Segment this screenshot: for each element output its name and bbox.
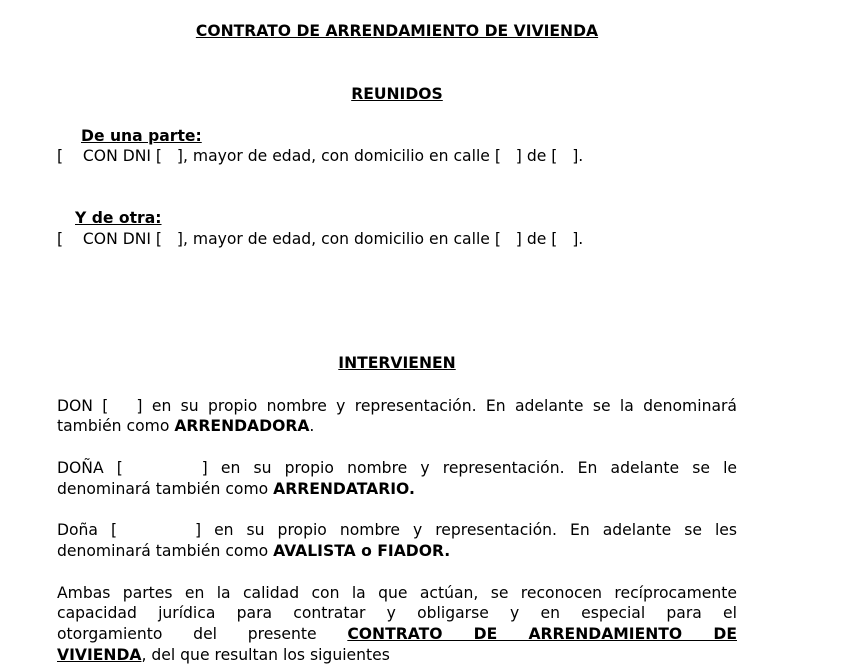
paragraph-ambas-line3: [57, 624, 737, 644]
text-span: denominará también como: [57, 542, 274, 560]
reunidos-heading: REUNIDOS: [351, 85, 443, 103]
party2-label: Y de otra:: [75, 209, 162, 227]
paragraph-arrendatario-line2: [57, 479, 415, 499]
party2-text: [ CON DNI [ ], mayor de edad, con domicilio en calle [ ] de [ ].: [57, 230, 584, 248]
avalista-term: AVALISTA o FIADOR.: [273, 542, 451, 560]
contract-title-ref-cont: VIVIENDA: [57, 646, 142, 664]
text-span: también como: [57, 417, 175, 435]
party1-text: [ CON DNI [ ], mayor de edad, con domicilio en calle [ ] de [ ].: [57, 147, 584, 165]
document-title: CONTRATO DE ARRENDAMIENTO DE VIVIENDA: [195, 22, 599, 40]
paragraph-avalista-line2: [57, 541, 450, 561]
paragraph-arrendadora-line1: DON [ ] en su propio nombre y representación. En adelante se la denominará: [57, 397, 737, 415]
intervienen-heading: INTERVIENEN: [338, 354, 456, 372]
text-span: , del que resultan los siguientes: [141, 646, 390, 664]
text-span: .: [309, 417, 315, 435]
text-span: otorgamiento del presente: [57, 625, 348, 643]
paragraph-ambas-line4: [57, 645, 390, 665]
party1-label: De una parte:: [81, 127, 202, 145]
paragraph-avalista-line1: Doña [ ] en su propio nombre y representación. En adelante se les: [57, 521, 737, 539]
arrendatario-term: ARRENDATARIO.: [273, 480, 415, 498]
paragraph-ambas-line2: capacidad jurídica para contratar y obligarse y en especial para el: [57, 604, 737, 622]
paragraph-ambas-line1: Ambas partes en la calidad con la que actúan, se reconocen recíprocamente: [57, 584, 737, 602]
text-span: denominará también como: [57, 480, 274, 498]
contract-title-ref: CONTRATO DE ARRENDAMIENTO DE: [347, 625, 737, 643]
paragraph-arrendadora-line2: [57, 416, 314, 436]
arrendadora-term: ARRENDADORA: [174, 417, 310, 435]
paragraph-arrendatario-line1: DOÑA [ ] en su propio nombre y representación. En adelante se le: [57, 459, 737, 477]
